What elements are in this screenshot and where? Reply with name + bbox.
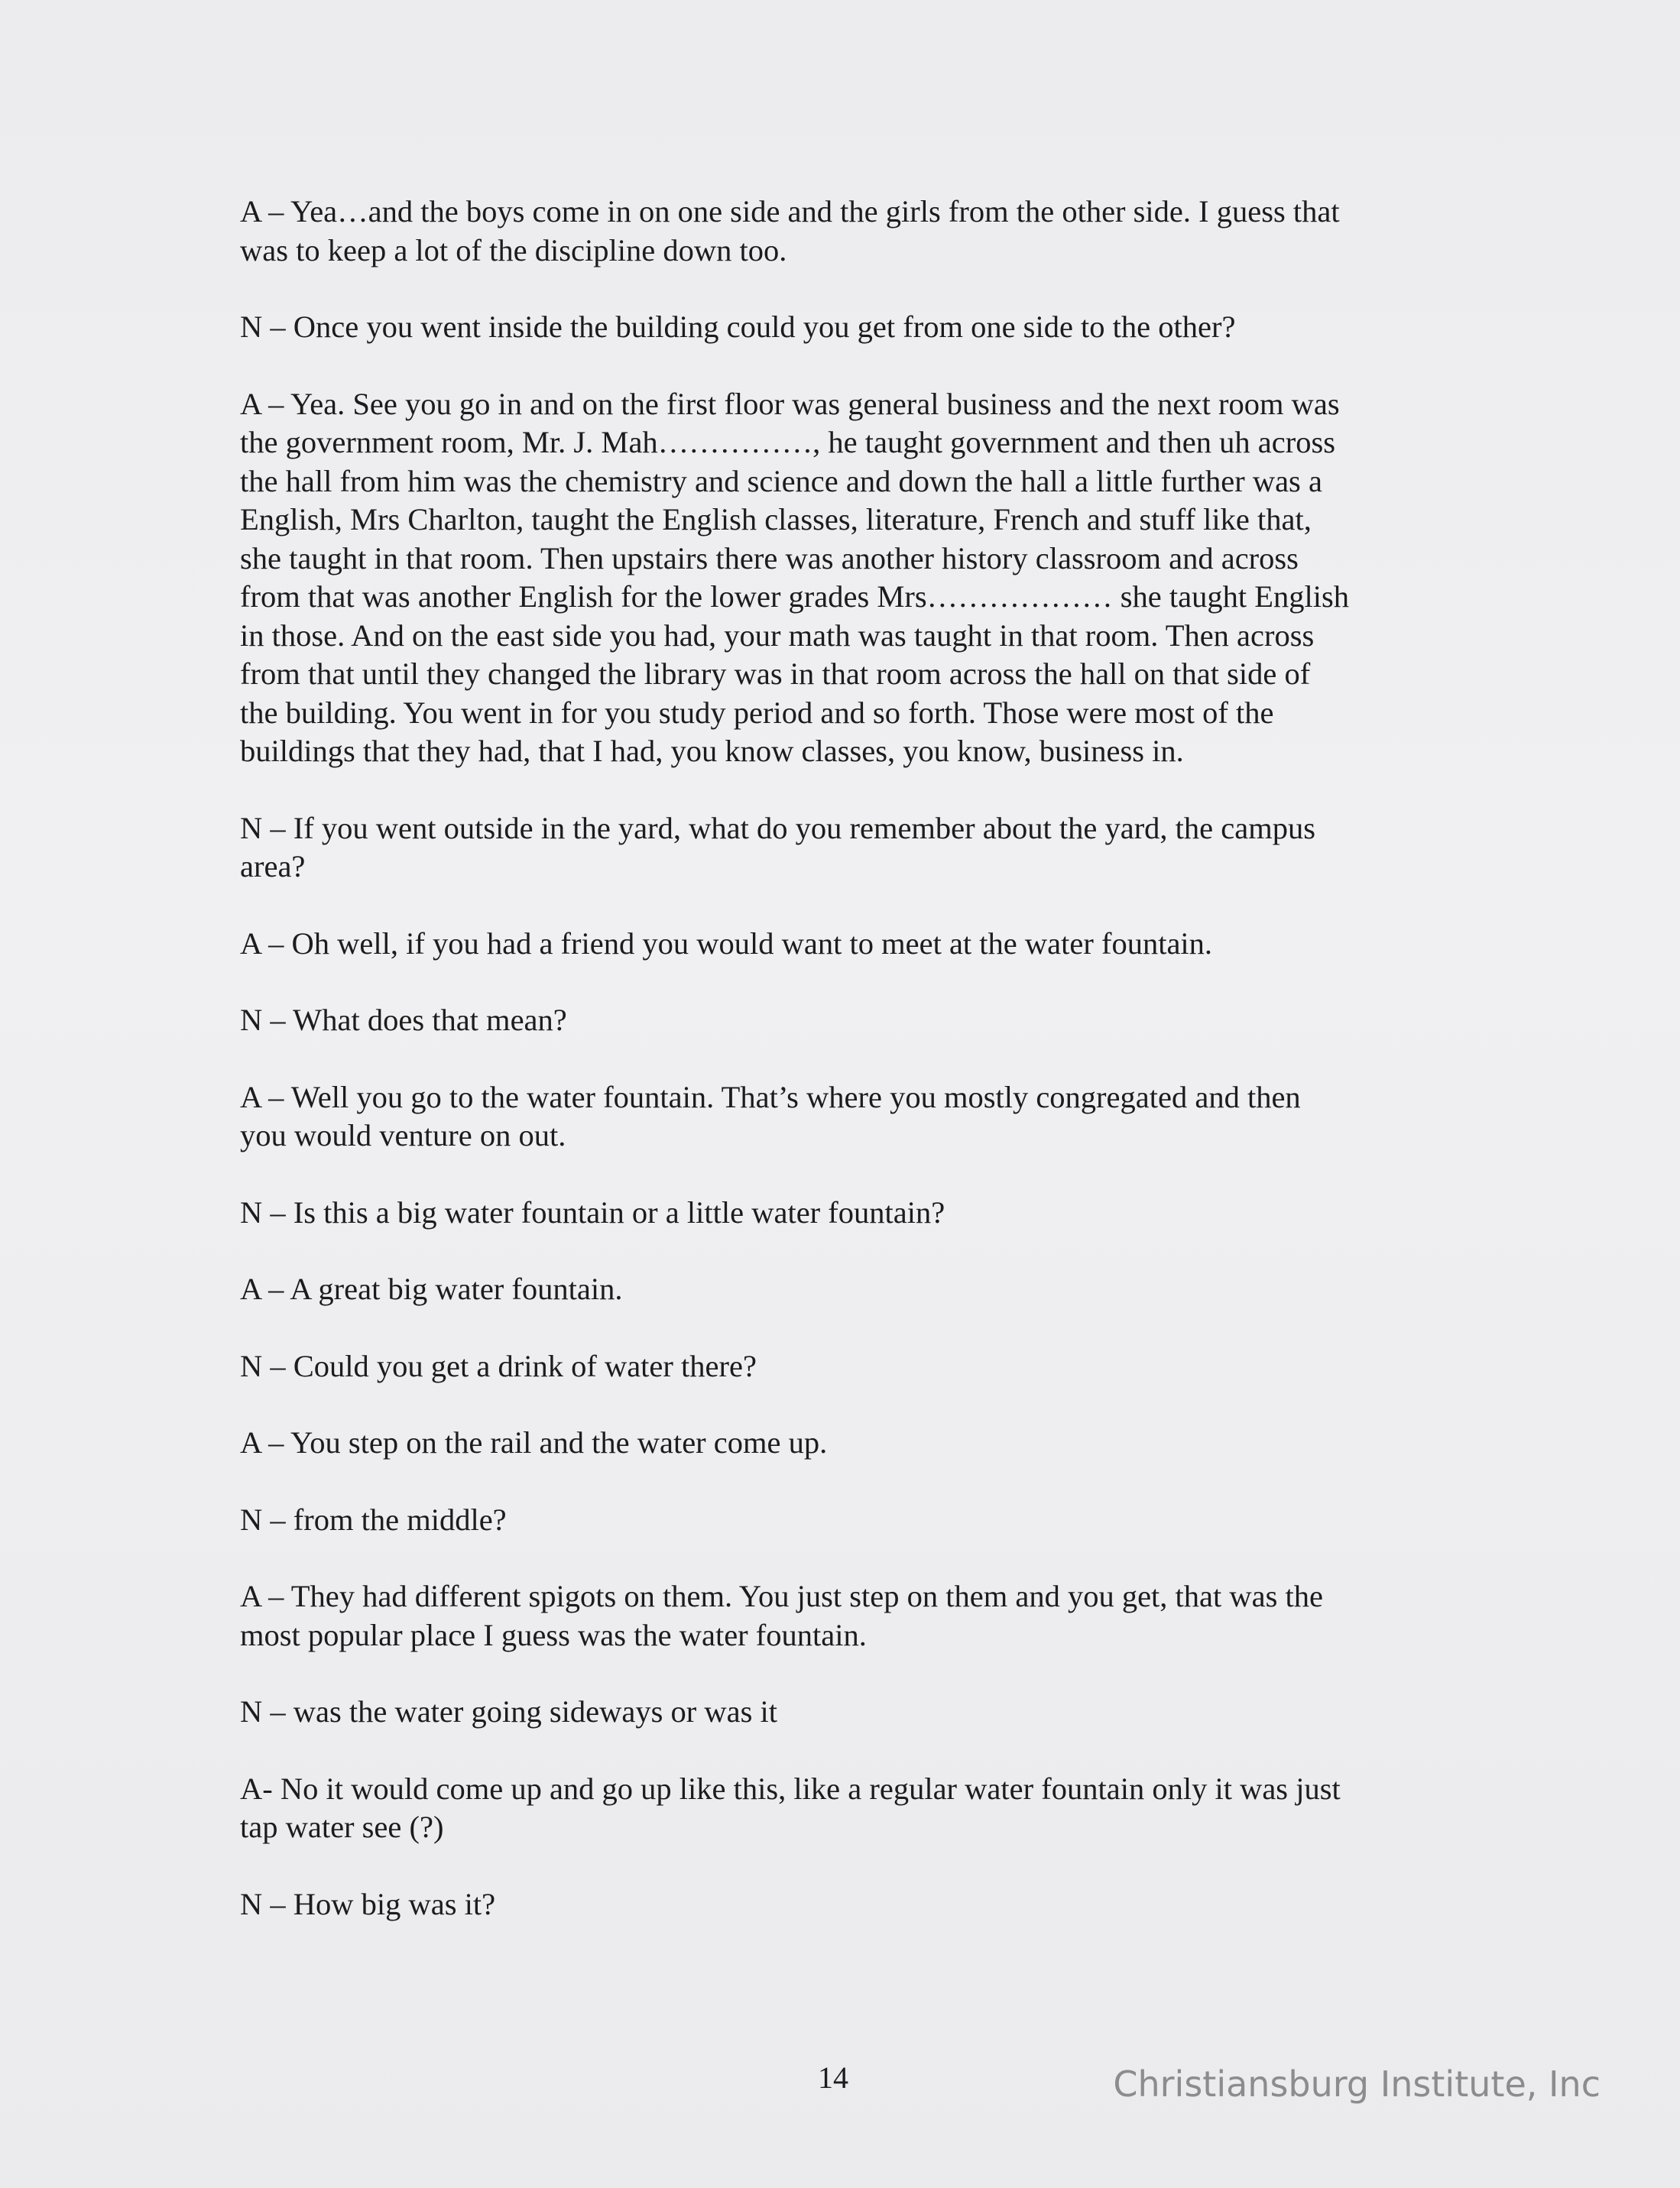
watermark-text: Christiansburg Institute, Inc	[1113, 2063, 1601, 2105]
transcript-paragraph: A – Yea. See you go in and on the first floor was general business and the next room was the government room, Mr. J. Mah……………, he taught government and then uh across the hall from him was the chemistry and science and down the hall a little further was a English, Mrs Charlton, taught the English classes, literature, French and stuff like that, she taught in that room. Then upstairs there was another history classroom and across from that was another English for the lower grades Mrs……………… she taught English in those. And on the east side you had, your math was taught in that room. Then across from that until they changed the library was in that room across the hall on that side of the building. You went in for you study period and so forth. Those were most of the buildings that they had, that I had, you know classes, you know, business in.	[240, 386, 1349, 768]
transcript-paragraph: A – Oh well, if you had a friend you would want to meet at the water fountain.	[240, 925, 1213, 961]
transcript-paragraph: N – Once you went inside the building could you get from one side to the other?	[240, 310, 1236, 344]
transcript-paragraph: N – What does that mean?	[240, 1003, 567, 1037]
transcript-body	[240, 193, 1448, 1962]
page-number: 14	[818, 2060, 848, 2095]
transcript-paragraph: A – Well you go to the water fountain. That’s where you mostly congregated and then you would venture on out.	[240, 1079, 1301, 1152]
transcript-paragraph: N – was the water going sideways or was it	[240, 1694, 777, 1729]
transcript-paragraph: A- No it would come up and go up like this, like a regular water fountain only it was just tap water see (?)	[240, 1771, 1341, 1844]
transcript-paragraph: N – Is this a big water fountain or a little water fountain?	[240, 1194, 945, 1230]
transcript-paragraph: A – They had different spigots on them. You just step on them and you get, that was the most popular place I guess was the water fountain.	[240, 1579, 1323, 1652]
transcript-paragraph: N – How big was it?	[240, 1886, 496, 1921]
transcript-paragraph: N – If you went outside in the yard, what do you remember about the yard, the campus area?	[240, 810, 1315, 883]
transcript-paragraph: N – Could you get a drink of water there?	[240, 1348, 757, 1383]
transcript-paragraph: A – Yea…and the boys come in on one side and the girls from the other side. I guess that was to keep a lot of the discipline down too.	[240, 194, 1340, 267]
transcript-paragraph: A – A great big water fountain.	[240, 1272, 623, 1306]
transcript-paragraph: A – You step on the rail and the water come up.	[240, 1425, 828, 1460]
transcript-paragraph: N – from the middle?	[240, 1502, 507, 1537]
